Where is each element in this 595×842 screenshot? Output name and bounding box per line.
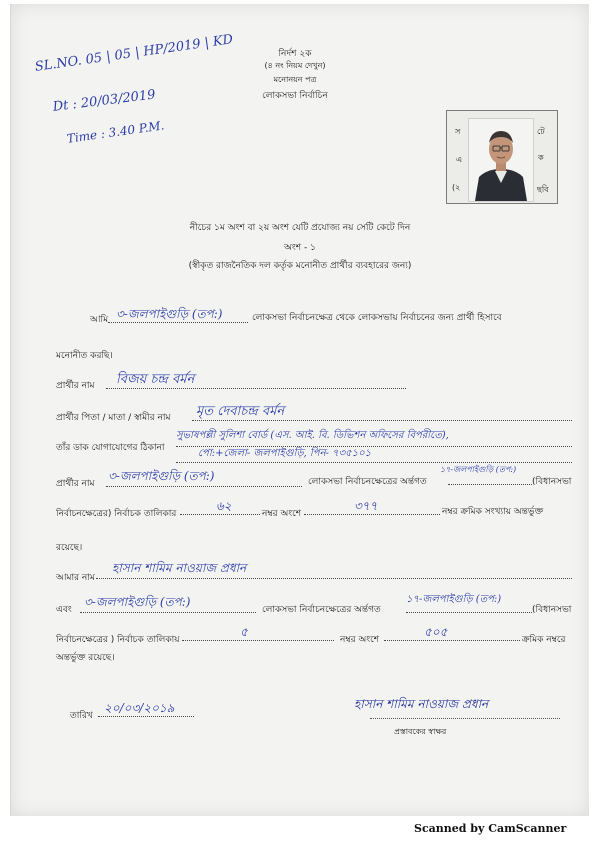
photo-box-text: ছবি — [537, 185, 549, 194]
photo-box-text: এ — [456, 155, 463, 164]
part-heading: অংশ - ১ — [284, 243, 316, 253]
candidate-name-field: বিজয় চন্দ্র বর্মন — [116, 372, 195, 387]
part-number-line-2 — [384, 640, 520, 641]
candidate-name-label: প্রার্থীর নাম — [56, 381, 95, 391]
ebong-label: এবং — [56, 605, 72, 615]
ami-label: আমি — [90, 315, 109, 325]
bidhansabha-text-2: (বিধানসভা — [532, 605, 572, 615]
part-number-label: নম্বর অংশে — [262, 509, 302, 519]
loksabha-text: লোকসভা নির্বাচনক্ষেত্র থেকে লোকসভায় নির্বাচনের জন্য প্রার্থী হিসাবে — [252, 313, 502, 323]
instruction-subtitle: (স্বীকৃত রাজনৈতিক দল কর্তৃক মনোনীত প্রার্থীর ব্যবহারের জন্য) — [188, 261, 412, 271]
constituency-mid-text: লোকসভা নির্বাচনক্ষেত্রের অর্ন্তগত — [308, 477, 427, 487]
assembly-line — [448, 484, 532, 485]
election-title: লোকসভা নির্বাচিন — [262, 91, 328, 101]
ami-field: ৩-জলপাইগুড়ি (তপ:) — [116, 307, 223, 321]
bidhansabha-text: (বিধানসভা — [532, 477, 572, 487]
signature-caption: প্রস্তাবকের স্বাক্ষর — [394, 727, 447, 736]
nominated-text: মনোনীত করছি। — [56, 351, 113, 361]
father-name-label: প্রার্থীর পিতা / মাতা / স্বামীর নাম — [56, 413, 171, 423]
constituency-field: ৩-জলপাইগুড়ি (তপ:) — [108, 469, 215, 483]
proposer-signature: হাসান শামিম নাওয়াজ প্রধান — [354, 697, 489, 711]
candidate-photo — [468, 118, 534, 202]
serial-label: নম্বর ক্রমিক সংখ্যায় অন্তর্ভুক্ত — [442, 507, 544, 517]
electoral-roll-label-2: নির্বাচনক্ষেত্রের ) নির্বাচক তালিকায় — [56, 635, 180, 645]
address-field-2: পো:+জেলা- জলপাইগুড়ি, পিন- ৭৩৫১০১ — [198, 448, 372, 459]
date-label: তারিখ — [70, 711, 93, 721]
serial-number-annotation: SL.NO. 05 | 05 | HP/2019 | KD — [34, 32, 235, 75]
photo-box-text: স — [455, 127, 461, 136]
roll-number-field-2: ৫ — [240, 625, 248, 639]
father-name-field: মৃত দেবাচন্দ্র বর্মন — [196, 404, 285, 419]
form-title: মনোনয়ন পত্র — [273, 75, 317, 84]
rayechhe-text: রয়েছে। — [56, 543, 83, 553]
address-label: তাঁর ডাক যোগাযোগের ঠিকানা — [56, 443, 165, 453]
proposer-name-field: হাসান শামিম নাওয়াজ প্রধান — [112, 561, 247, 575]
part-number-field-2: ৫০৫ — [424, 625, 448, 639]
ebong-assembly-line — [406, 612, 532, 613]
photo-box-text: টে — [537, 127, 545, 136]
part-number-field: ৩৭৭ — [354, 499, 378, 513]
date-annotation: Dt : 20/03/2019 — [52, 87, 157, 115]
rule-reference: (৪ নং নিয়ম দেখুন) — [264, 61, 326, 70]
candidate-portrait-image — [469, 119, 533, 201]
time-annotation: Time : 3.40 P.M. — [66, 118, 166, 146]
form-number: নির্দশ ২ক — [278, 49, 312, 59]
serial-label-2: ক্রমিক নম্বরে — [522, 635, 566, 645]
signature-line — [370, 718, 560, 719]
photo-box-text: (২ — [452, 183, 461, 192]
address-field-1: সুভাষপল্লী সুলিশা বোর্ড (এস. আই. বি. ডিভিশন অফিসের বিপরীতে), — [176, 430, 449, 441]
roll-number-line-2 — [182, 640, 334, 641]
ebong-mid-text: লোকসভা নির্বাচনক্ষেত্রের অর্ন্তগত — [262, 605, 381, 615]
scanner-watermark: Scanned by CamScanner — [414, 822, 567, 835]
photo-box-text: ক — [538, 153, 544, 162]
date-field: ২০/০৩/২০১৯ — [104, 701, 175, 715]
electoral-roll-label: নির্বাচনক্ষেত্রের) নির্বাচক তালিকার — [56, 509, 177, 519]
roll-number-field: ৬২ — [216, 499, 232, 513]
proposer-name-label: আমার নাম — [56, 573, 95, 583]
part-number-label-2: নম্বর অংশে — [340, 635, 380, 645]
included-text: অন্তর্ভুক্ত রয়েছে। — [56, 653, 115, 663]
ebong-field: ৩-জলপাইগুড়ি (তপ:) — [84, 595, 191, 609]
constituency-label: প্রার্থীর নাম — [56, 479, 95, 489]
instruction-line: নীচের ১ম অংশ বা ২য় অংশ যেটি প্রযোজ্য নয় সেটি কেটে দিন — [189, 223, 411, 233]
assembly-field: ১৭-জলপাইগুড়ি (তপ:) — [440, 465, 517, 474]
ebong-assembly-field: ১৭-জলপাইগুড়ি (তপ:) — [406, 594, 502, 605]
